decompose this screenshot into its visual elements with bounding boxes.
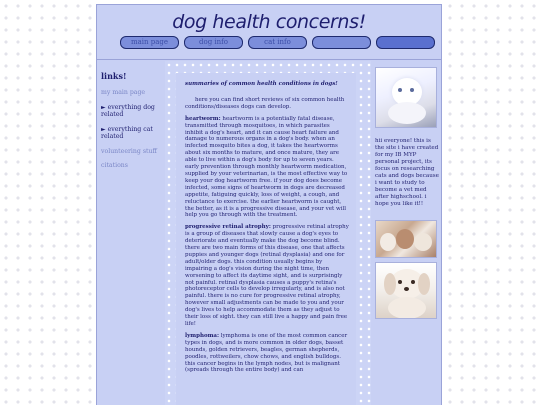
nav-button-4[interactable] bbox=[312, 36, 371, 49]
nav-main-page-button[interactable]: main page bbox=[120, 36, 179, 49]
content-intro: here you can find short reviews of six common health conditions/diseases dogs can develop. bbox=[185, 96, 345, 110]
welcome-blurb: hii everyone! this is the site i have created for my IB MYP personal project, its focus on researching cats and dogs because i want to study to become a vet med after highschool. i hope you like it!! bbox=[375, 138, 439, 207]
bullet-icon: ► bbox=[101, 103, 106, 111]
puppy-photo bbox=[375, 262, 437, 319]
sidebar-item-label: everything cat related bbox=[101, 125, 153, 140]
content-heading: summaries of common health conditions in dogs! bbox=[185, 81, 338, 87]
sidebar-link-main-page[interactable]: my main page bbox=[101, 89, 146, 96]
section-text: heartworm is a potentially fatal disease, transmitted through mosquitoes, in which parasites inhibit a dog's heart, and it can cause heart failure and damage to numerous organs in a dog's body. when an infected mosquito bites a dog, it takes the heartworms about six months to mature, and once mature, they are able to live within a dog's body for up to seven years. early prevention through monthly heartworm medication, supplied by your veterinarian, is the most effective way to keep your dog heartworm free. if your dog does become infected, some signs of heartworm in dogs are decreased appetite, fatiguing quickly, loss of weight, a cough, and reluctance to exercise. the earlier heartworm is caught, the better, as it is a progressive disease, and your vet will help you go through with the treatment. bbox=[185, 115, 348, 219]
kitten-photo bbox=[375, 67, 437, 128]
sidebar-link-cat-related[interactable] bbox=[101, 126, 165, 141]
section-text: progressive retinal atrophy is a group of diseases that slowly cause a dog's eyes to deteriorate and eventually make the dog become blind. there are two main forms of this disease, one that affects puppies and younger dogs (retinal dysplasia) and one for adult/older dogs. this condition usually begins by impairing a dog's vision during the night time, then worsening to affect its daytime sight, and is surprisingly not painful. retinal dysplasia causes a puppy's retina's photoreceptor cells to develop irregularly, and is also not painful. there is no cure for progressive retinal atrophy, however small adjustments can be made to you and your dog's lives to help accommodate them as they adjust to their loss of sight. they can still live a happy and pain free life! bbox=[185, 224, 349, 327]
section-heartworm bbox=[185, 116, 349, 220]
nav-button-5[interactable] bbox=[376, 36, 435, 49]
section-term: heartworm: bbox=[185, 115, 221, 122]
page-frame bbox=[96, 4, 442, 405]
sidebar-item-label: everything dog related bbox=[101, 103, 155, 118]
right-column bbox=[371, 61, 441, 405]
nav-dog-info-button[interactable]: dog info bbox=[184, 36, 243, 49]
puppies-photo bbox=[375, 220, 437, 258]
section-text: lymphoma is one of the most common cancer types in dogs, and is more common in older dogs, basset hounds, golden retrievers, beagles, german shepherds, poodles, rottweilers, chow chows, and english bulldogs. this cancer begins in the lymph nodes, but is malignant (spreads through the entire body) and can bbox=[185, 332, 348, 374]
sidebar-link-dog-related[interactable] bbox=[101, 104, 165, 119]
content-background bbox=[165, 61, 371, 405]
bullet-icon: ► bbox=[101, 125, 106, 133]
site-title: dog health concerns! bbox=[172, 11, 366, 33]
site-header bbox=[97, 5, 441, 60]
section-lymphoma bbox=[185, 333, 349, 374]
main-content bbox=[176, 73, 356, 405]
section-term: progressive retinal atrophy: bbox=[185, 224, 271, 231]
nav-bar bbox=[120, 36, 435, 49]
sidebar-link-citations[interactable]: citations bbox=[101, 162, 128, 169]
section-term: lymphoma: bbox=[185, 332, 220, 339]
sidebar-title: links! bbox=[101, 71, 127, 81]
sidebar bbox=[97, 61, 165, 405]
nav-cat-info-button[interactable]: cat info bbox=[248, 36, 307, 49]
section-pra bbox=[185, 224, 349, 328]
sidebar-link-volunteering[interactable]: volunteering stuff bbox=[101, 147, 157, 155]
